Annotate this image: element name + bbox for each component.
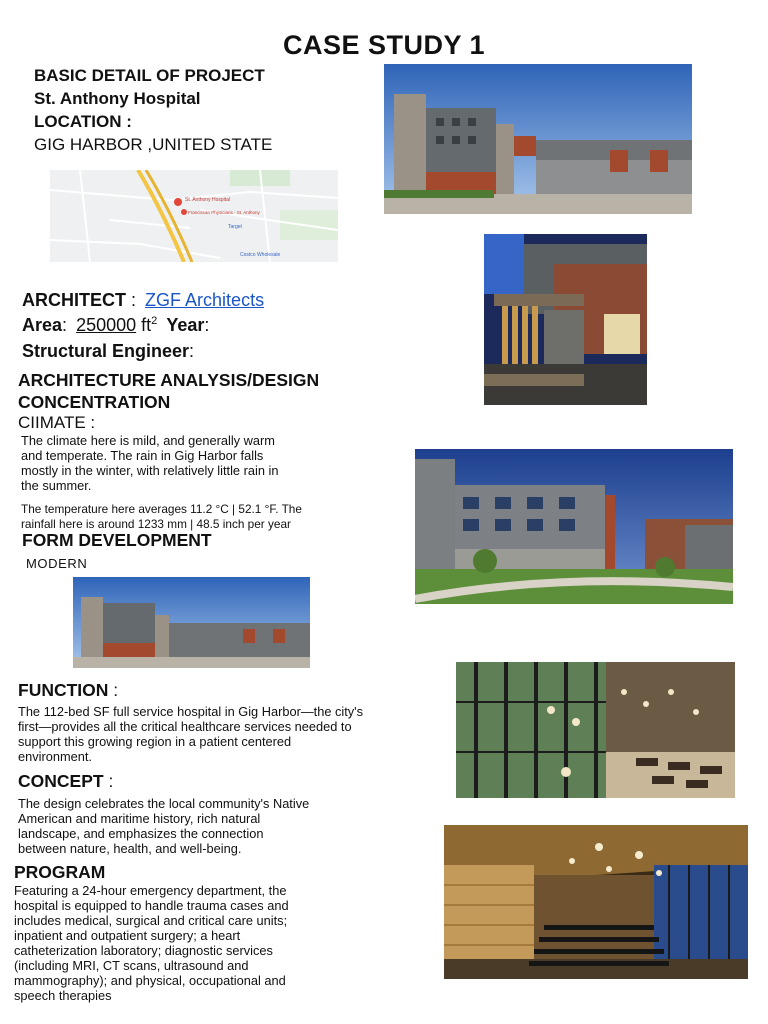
- text-line: between nature, health, and well-being.: [18, 841, 242, 856]
- text-line: support this growing region in a patient centered: [18, 734, 292, 749]
- map-label: Costco Wholesale: [240, 252, 281, 258]
- map-pin-icon: [174, 198, 182, 206]
- page-title: CASE STUDY 1: [282, 30, 486, 60]
- text-line: catheterization laboratory; diagnostic services: [14, 943, 273, 958]
- architect-link[interactable]: ZGF Architects: [145, 290, 265, 310]
- text-line: environment.: [18, 749, 92, 764]
- area-value: 250000: [76, 315, 137, 335]
- climate-paragraph-1: [21, 433, 278, 493]
- form-heading: FORM DEVELOPMENT: [22, 530, 212, 550]
- text-line: The temperature here averages 11.2 °C | 52.1 °F. The: [21, 502, 302, 516]
- program-heading: PROGRAM: [14, 862, 106, 882]
- year-label: Year: [166, 315, 205, 335]
- map-label: Franciscan Physicians - St. Anthony: [188, 210, 260, 215]
- area-unit-sup: 2: [151, 315, 158, 327]
- text-line: The 112-bed SF full service hospital in Gig Harbor—the city's: [18, 704, 364, 719]
- map-label: Target: [228, 224, 242, 230]
- text-line: speech therapies: [14, 988, 112, 1003]
- climate-paragraph-2: [21, 502, 302, 532]
- form-value: MODERN: [26, 556, 88, 571]
- architect-colon: :: [131, 290, 137, 310]
- text-line: and temperate. The rain in Gig Harbor falls: [21, 448, 264, 463]
- chapel-interior-photo: [444, 825, 748, 979]
- text-line: American and maritime history, rich natural: [18, 811, 261, 826]
- function-heading: FUNCTION: [18, 680, 109, 700]
- engineer-colon: :: [189, 341, 195, 361]
- text-line: The design celebrates the local community's Native: [18, 796, 310, 811]
- text-line: Featuring a 24-hour emergency department, the: [14, 883, 287, 898]
- map-label: St. Anthony Hospital: [185, 197, 231, 203]
- area-colon: :: [62, 315, 68, 335]
- hospital-entrance-photo: [484, 234, 647, 405]
- text-line: (including MRI, CT scans, ultrasound and: [14, 958, 249, 973]
- function-paragraph: [18, 704, 363, 764]
- text-line: hospital is equipped to handle trauma cases and: [14, 898, 289, 913]
- location-label: LOCATION :: [34, 112, 132, 131]
- text-line: inpatient and outpatient surgery; a heart: [14, 928, 241, 943]
- architect-label: ARCHITECT: [22, 290, 126, 310]
- year-colon: :: [204, 315, 210, 335]
- text-line: the summer.: [21, 478, 92, 493]
- project-heading: BASIC DETAIL OF PROJECT: [34, 66, 265, 85]
- text-line: first—provides all the critical healthcare services needed to: [18, 719, 352, 734]
- hospital-exterior-photo: [384, 64, 692, 214]
- area-unit: ft: [141, 315, 152, 335]
- area-label: Area: [22, 315, 63, 335]
- project-name: St. Anthony Hospital: [34, 89, 201, 108]
- text-line: mostly in the winter, with relatively little rain in: [21, 463, 279, 478]
- hospital-exterior-small-photo: [73, 577, 310, 668]
- atrium-interior-photo: [456, 662, 735, 798]
- concept-heading: CONCEPT: [18, 771, 104, 791]
- concept-colon: :: [108, 771, 114, 791]
- analysis-heading-2: CONCENTRATION: [18, 392, 171, 412]
- text-line: includes medical, surgical and critical care units;: [14, 913, 288, 928]
- concept-paragraph: [18, 796, 309, 856]
- text-line: landscape, and emphasizes the connection: [18, 826, 264, 841]
- location-map: [50, 170, 338, 262]
- climate-heading: CIIMATE :: [18, 413, 96, 432]
- text-line: mammography); and physical, occupational and: [14, 973, 286, 988]
- text-line: The climate here is mild, and generally warm: [21, 433, 275, 448]
- analysis-heading: ARCHITECTURE ANALYSIS/DESIGN: [18, 370, 320, 390]
- engineer-label: Structural Engineer: [22, 341, 190, 361]
- program-paragraph: [14, 883, 289, 1003]
- text-line: rainfall here is around 1233 mm | 48.5 inch per year: [21, 517, 291, 531]
- location-value: GIG HARBOR ,UNITED STATE: [34, 135, 273, 154]
- function-colon: :: [113, 680, 119, 700]
- hospital-courtyard-photo: [415, 449, 733, 604]
